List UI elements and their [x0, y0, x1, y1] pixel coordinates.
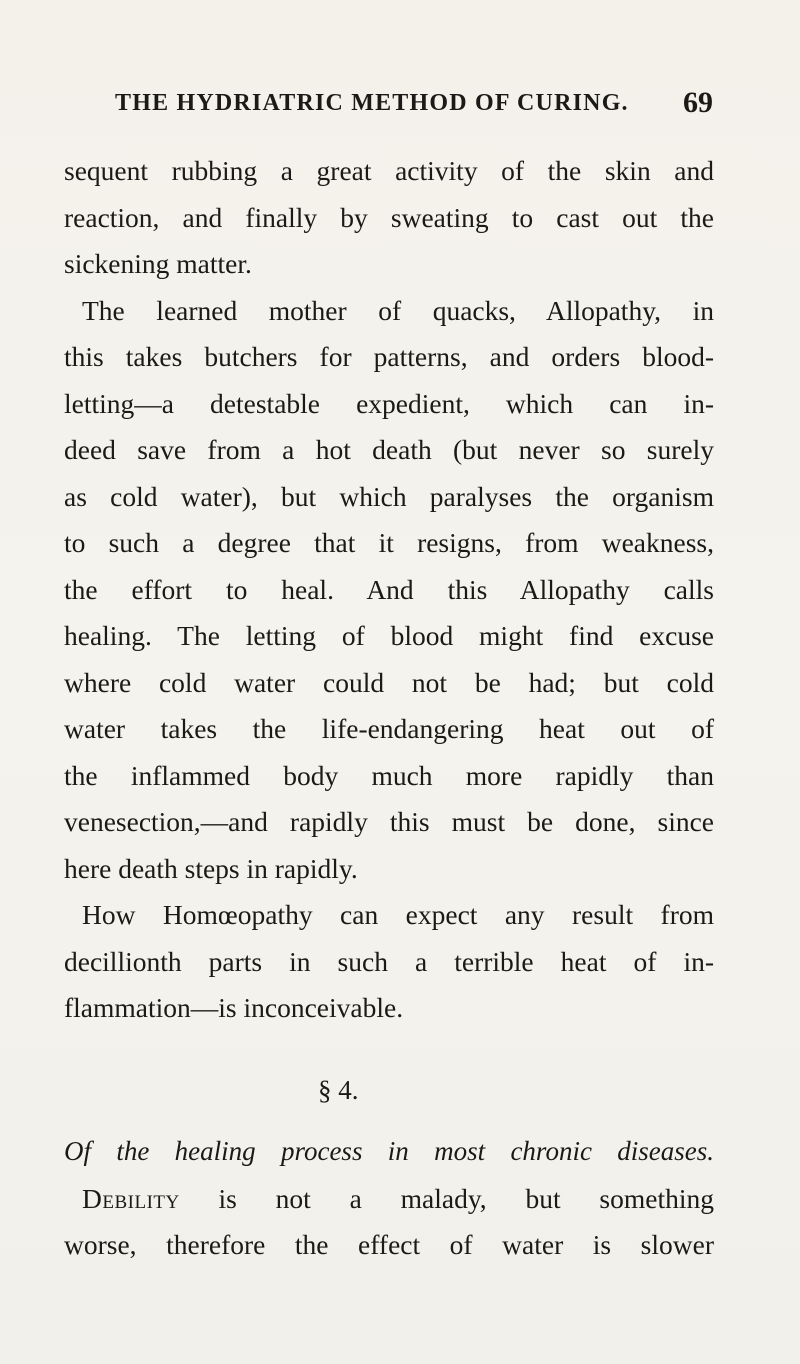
- text-line: sickening matter.: [64, 248, 252, 279]
- text-line: How Homœopathy can expect any result from: [82, 899, 714, 930]
- text-line: venesection,—and rapidly this must be done, since: [64, 806, 714, 837]
- lead-word: Debility: [82, 1182, 180, 1214]
- section-title: Of the healing process in most chronic diseases.: [64, 1135, 714, 1166]
- text-line: [64, 1176, 714, 1223]
- paragraph: [64, 1176, 714, 1269]
- running-title: THE HYDRIATRIC METHOD OF CURING.: [115, 90, 629, 116]
- text-line: the effort to heal. And this Allopathy calls: [64, 573, 714, 605]
- text-line: healing. The letting of blood might find excuse: [64, 620, 714, 651]
- text-line: water takes the life-endangering heat out of: [64, 713, 714, 744]
- page-number: 69: [683, 86, 713, 119]
- text-line: deed save from a hot death (but never so surely: [64, 434, 714, 465]
- text-fragment: is not a malady, but something: [179, 1182, 714, 1214]
- paragraph: [64, 892, 714, 1032]
- section-number: § 4.: [318, 1074, 359, 1105]
- page-header: [115, 86, 713, 126]
- section-spacer: [64, 1032, 714, 1054]
- text-line: the inflammed body much more rapidly than: [64, 759, 714, 791]
- text-line: The learned mother of quacks, Allopathy, in: [82, 294, 714, 326]
- body-text: [64, 148, 714, 1269]
- text-line: flammation—is inconceivable.: [64, 992, 404, 1023]
- text-line: worse, therefore the effect of water is slower: [64, 1229, 714, 1260]
- paragraph: [64, 148, 714, 288]
- text-line: decillionth parts in such a terrible heat of in-: [64, 945, 714, 977]
- text-line: this takes butchers for patterns, and orders blood-: [64, 341, 714, 372]
- text-line: sequent rubbing a great activity of the skin and: [64, 155, 714, 186]
- text-line: reaction, and finally by sweating to cast out the: [64, 201, 714, 233]
- text-line: as cold water), but which paralyses the organism: [64, 480, 714, 512]
- paragraph: [64, 288, 714, 893]
- text-line: letting—a detestable expedient, which can in-: [64, 387, 714, 419]
- text-line: where cold water could not be had; but cold: [64, 666, 714, 698]
- text-line: here death steps in rapidly.: [64, 852, 358, 884]
- text-line: to such a degree that it resigns, from weakness,: [64, 527, 714, 558]
